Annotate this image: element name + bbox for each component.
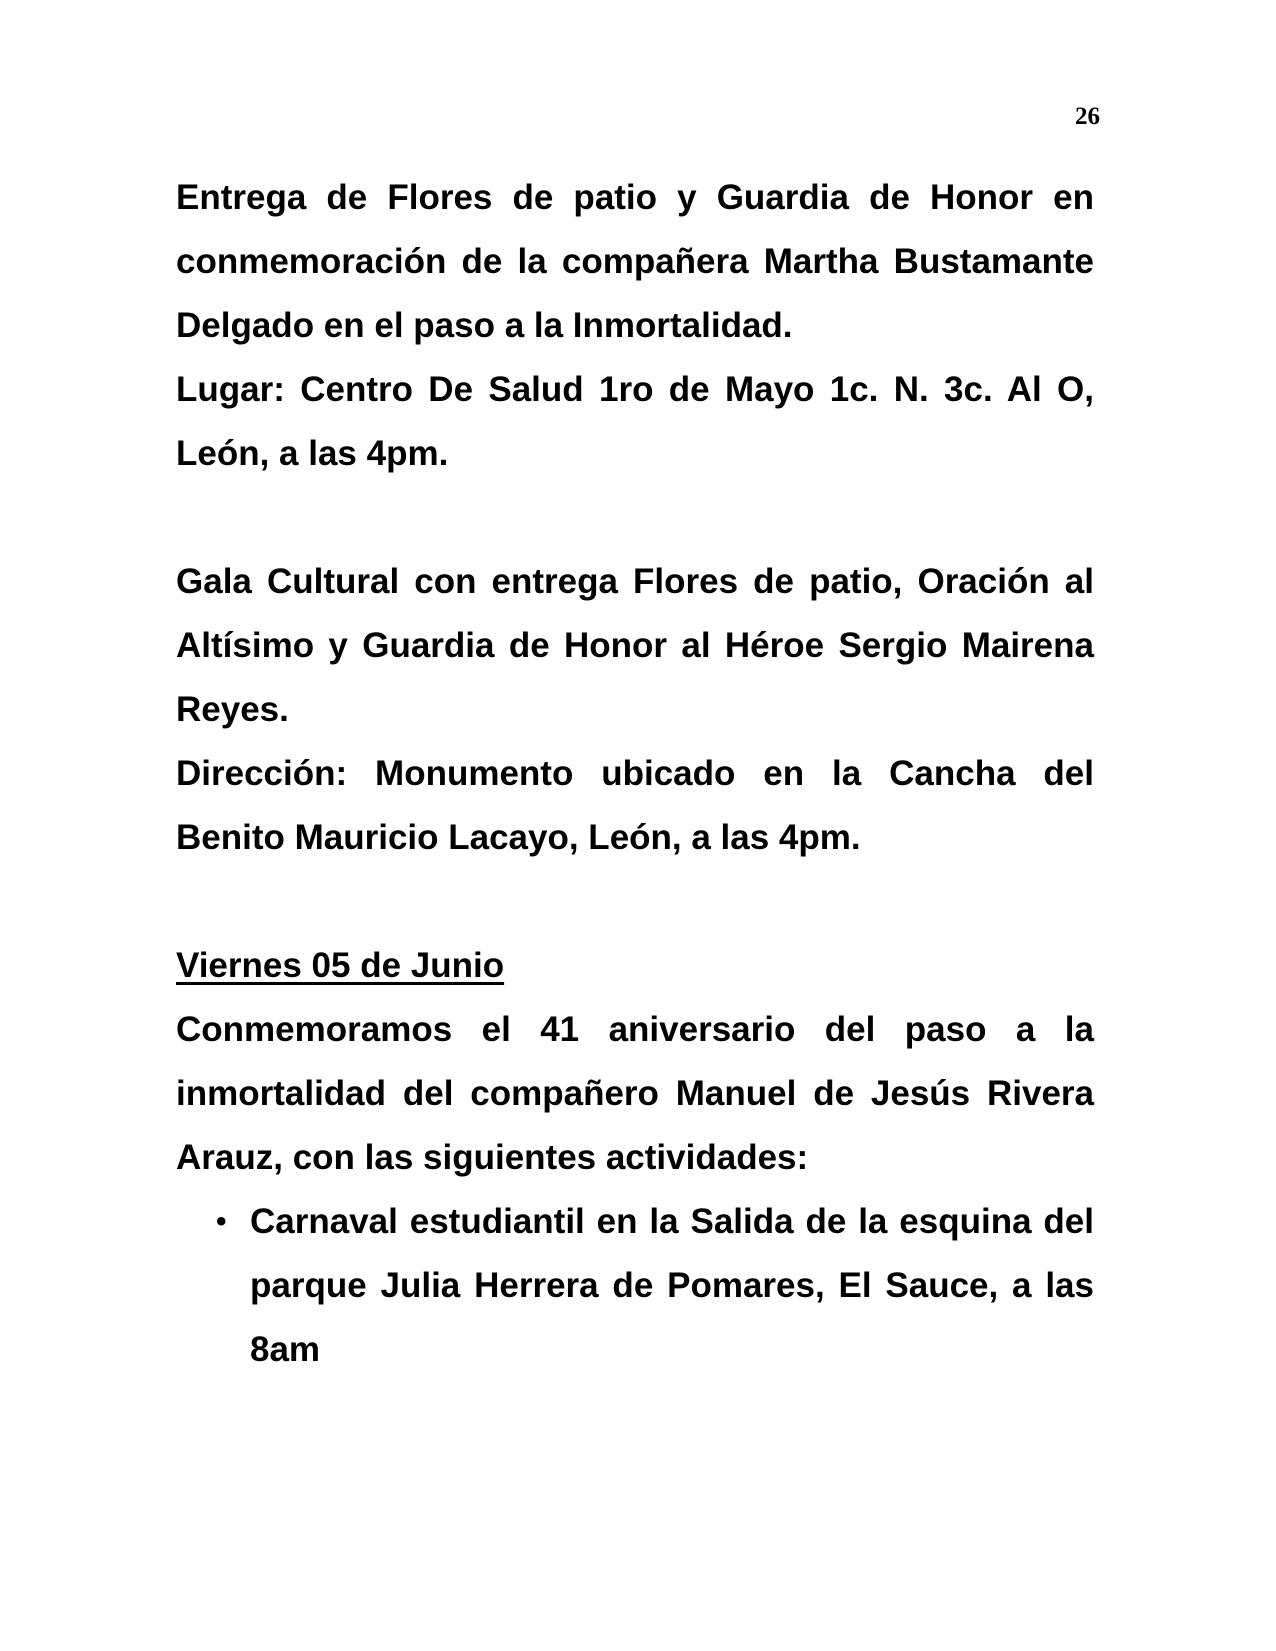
activity-list [176,1190,1094,1382]
paragraph-spacer [176,486,1094,550]
paragraph-spacer [176,870,1094,934]
page-number: 26 [1075,103,1100,130]
event-2-description: Gala Cultural con entrega Flores de patio, Oración al Altísimo y Guardia de Honor al Héroe Sergio Mairena Reyes. [176,562,1094,729]
day-heading: Viernes 05 de Junio [176,946,505,985]
event-1-location: Lugar: Centro De Salud 1ro de Mayo 1c. N. 3c. Al O, León, a las 4pm. [176,370,1094,473]
event-2-location: Dirección: Monumento ubicado en la Cancha del Benito Mauricio Lacayo, León, a las 4pm. [176,754,1094,857]
page-content [176,166,1094,1382]
list-item [176,1190,1094,1382]
activity-text: Carnaval estudiantil en la Salida de la esquina del parque Julia Herrera de Pomares, El Sauce, a las 8am [250,1202,1094,1369]
bullet-icon: • [216,1205,227,1238]
day-intro: Conmemoramos el 41 aniversario del paso a la inmortalidad del compañero Manuel de Jesús Rivera Arauz, con las siguientes actividades: [176,1010,1094,1177]
event-1-description: Entrega de Flores de patio y Guardia de Honor en conmemoración de la compañera Martha Bustamante Delgado en el paso a la Inmortalidad. [176,178,1094,345]
